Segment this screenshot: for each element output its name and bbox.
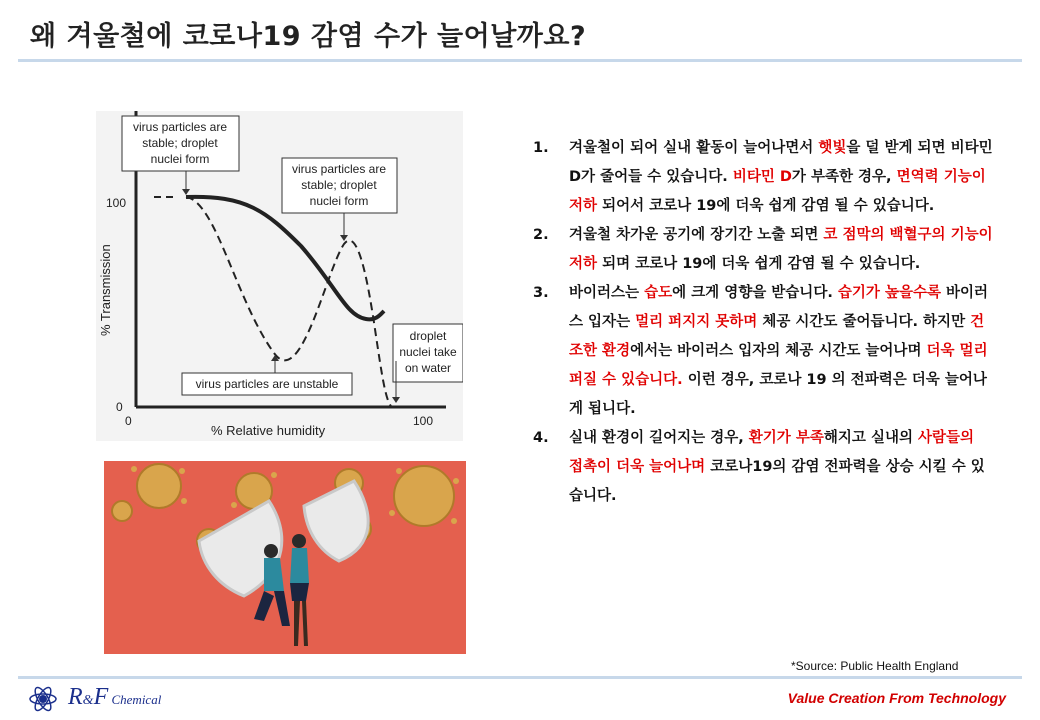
body-text: 실내 환경이 길어지는 경우, [569,430,749,446]
list-number: 1. [533,140,549,156]
highlight-text: 햇빛 [818,140,847,156]
box1-line2: stable; droplet [142,136,218,150]
body-text: 바이러스 입자는 [569,285,989,330]
list-item [533,424,993,511]
highlight-text: 비타민 D [732,169,792,185]
list-item [533,134,993,221]
title-divider [18,59,1022,62]
virus-shield-illustration [104,461,466,654]
x-axis-label: % Relative humidity [211,423,326,438]
highlight-text: 건조한 환경 [569,314,985,359]
list-item [533,221,993,279]
list-number: 4. [533,430,549,446]
body-text: 에 크게 영향을 받습니다. [672,285,838,301]
highlight-text: 사람들의 접촉이 더욱 늘어나며 [569,430,975,475]
reason-list [533,134,993,511]
body-text: 을 덜 받게 되면 비타민 D가 줄어들 수 있습니다. [569,140,993,185]
list-text [569,430,985,504]
body-text: 되며 코로나 19에 더욱 쉽게 감염 될 수 있습니다. [597,256,921,272]
list-text [569,227,993,272]
list-number: 3. [533,285,549,301]
list-text [569,140,993,214]
humidity-transmission-chart [96,111,463,441]
body-text: 해지고 실내의 [823,430,919,446]
y-tick-100: 100 [106,196,127,210]
y-axis-label: % Transmission [98,244,113,336]
list-item [533,279,993,424]
box2-line2: stable; droplet [301,178,377,192]
x-tick-100: 100 [413,414,434,428]
highlight-text: 환기가 부족 [748,430,824,446]
footer-divider [18,676,1022,679]
body-text: 되어서 코로나 19에 더욱 쉽게 감염 될 수 있습니다. [597,198,935,214]
box3-text: virus particles are unstable [195,377,339,391]
body-text: 에서는 바이러스 입자의 체공 시간도 늘어나며 [630,343,927,359]
box1-line3: nuclei form [150,152,210,166]
highlight-text: 습도 [644,285,673,301]
body-text: 겨울철 차가운 공기에 장기간 노출 되면 [569,227,824,243]
x-tick-0: 0 [125,414,132,428]
body-text: 코로나19의 감염 전파력을 상승 시킬 수 있습니다. [569,459,985,504]
logo-wordmark: R&F Chemical [68,684,162,710]
highlight-text: 더욱 멀리 퍼질 수 있습니다. [569,343,988,388]
atom-logo-icon [28,684,58,714]
body-text: 가 부족한 경우, [791,169,897,185]
highlight-text: 면역력 기능이 저하 [569,169,986,214]
box2-line1: virus particles are [291,162,387,176]
body-text: 이런 경우, 코로나 19 의 전파력은 더욱 늘어나게 됩니다. [569,372,987,417]
body-text: 체공 시간도 줄어듭니다. 하지만 [757,314,971,330]
highlight-text: 습기가 높을수록 [837,285,941,301]
box2-line3: nuclei form [309,194,369,208]
list-text [569,285,988,417]
company-logo [28,684,228,714]
list-number: 2. [533,227,549,243]
source-citation: *Source: Public Health England [791,659,959,673]
box4-line1: droplet [409,329,447,343]
page-title: 왜 겨울철에 코로나19 감염 수가 늘어날까요? [30,21,587,52]
body-text: 겨울철이 되어 실내 활동이 늘어나면서 [569,140,819,156]
box4-line2: nuclei take [399,345,457,359]
solid-transmission-curve [186,197,384,320]
body-text: 바이러스는 [569,285,645,301]
company-tagline: Value Creation From Technology [787,690,1006,706]
box1-line1: virus particles are [132,120,228,134]
highlight-text: 코 점막의 백혈구의 기능이 저하 [569,227,993,272]
y-tick-0: 0 [116,400,123,414]
highlight-text: 멀리 퍼지지 못하며 [635,314,758,330]
box4-line3: on water [404,361,452,375]
